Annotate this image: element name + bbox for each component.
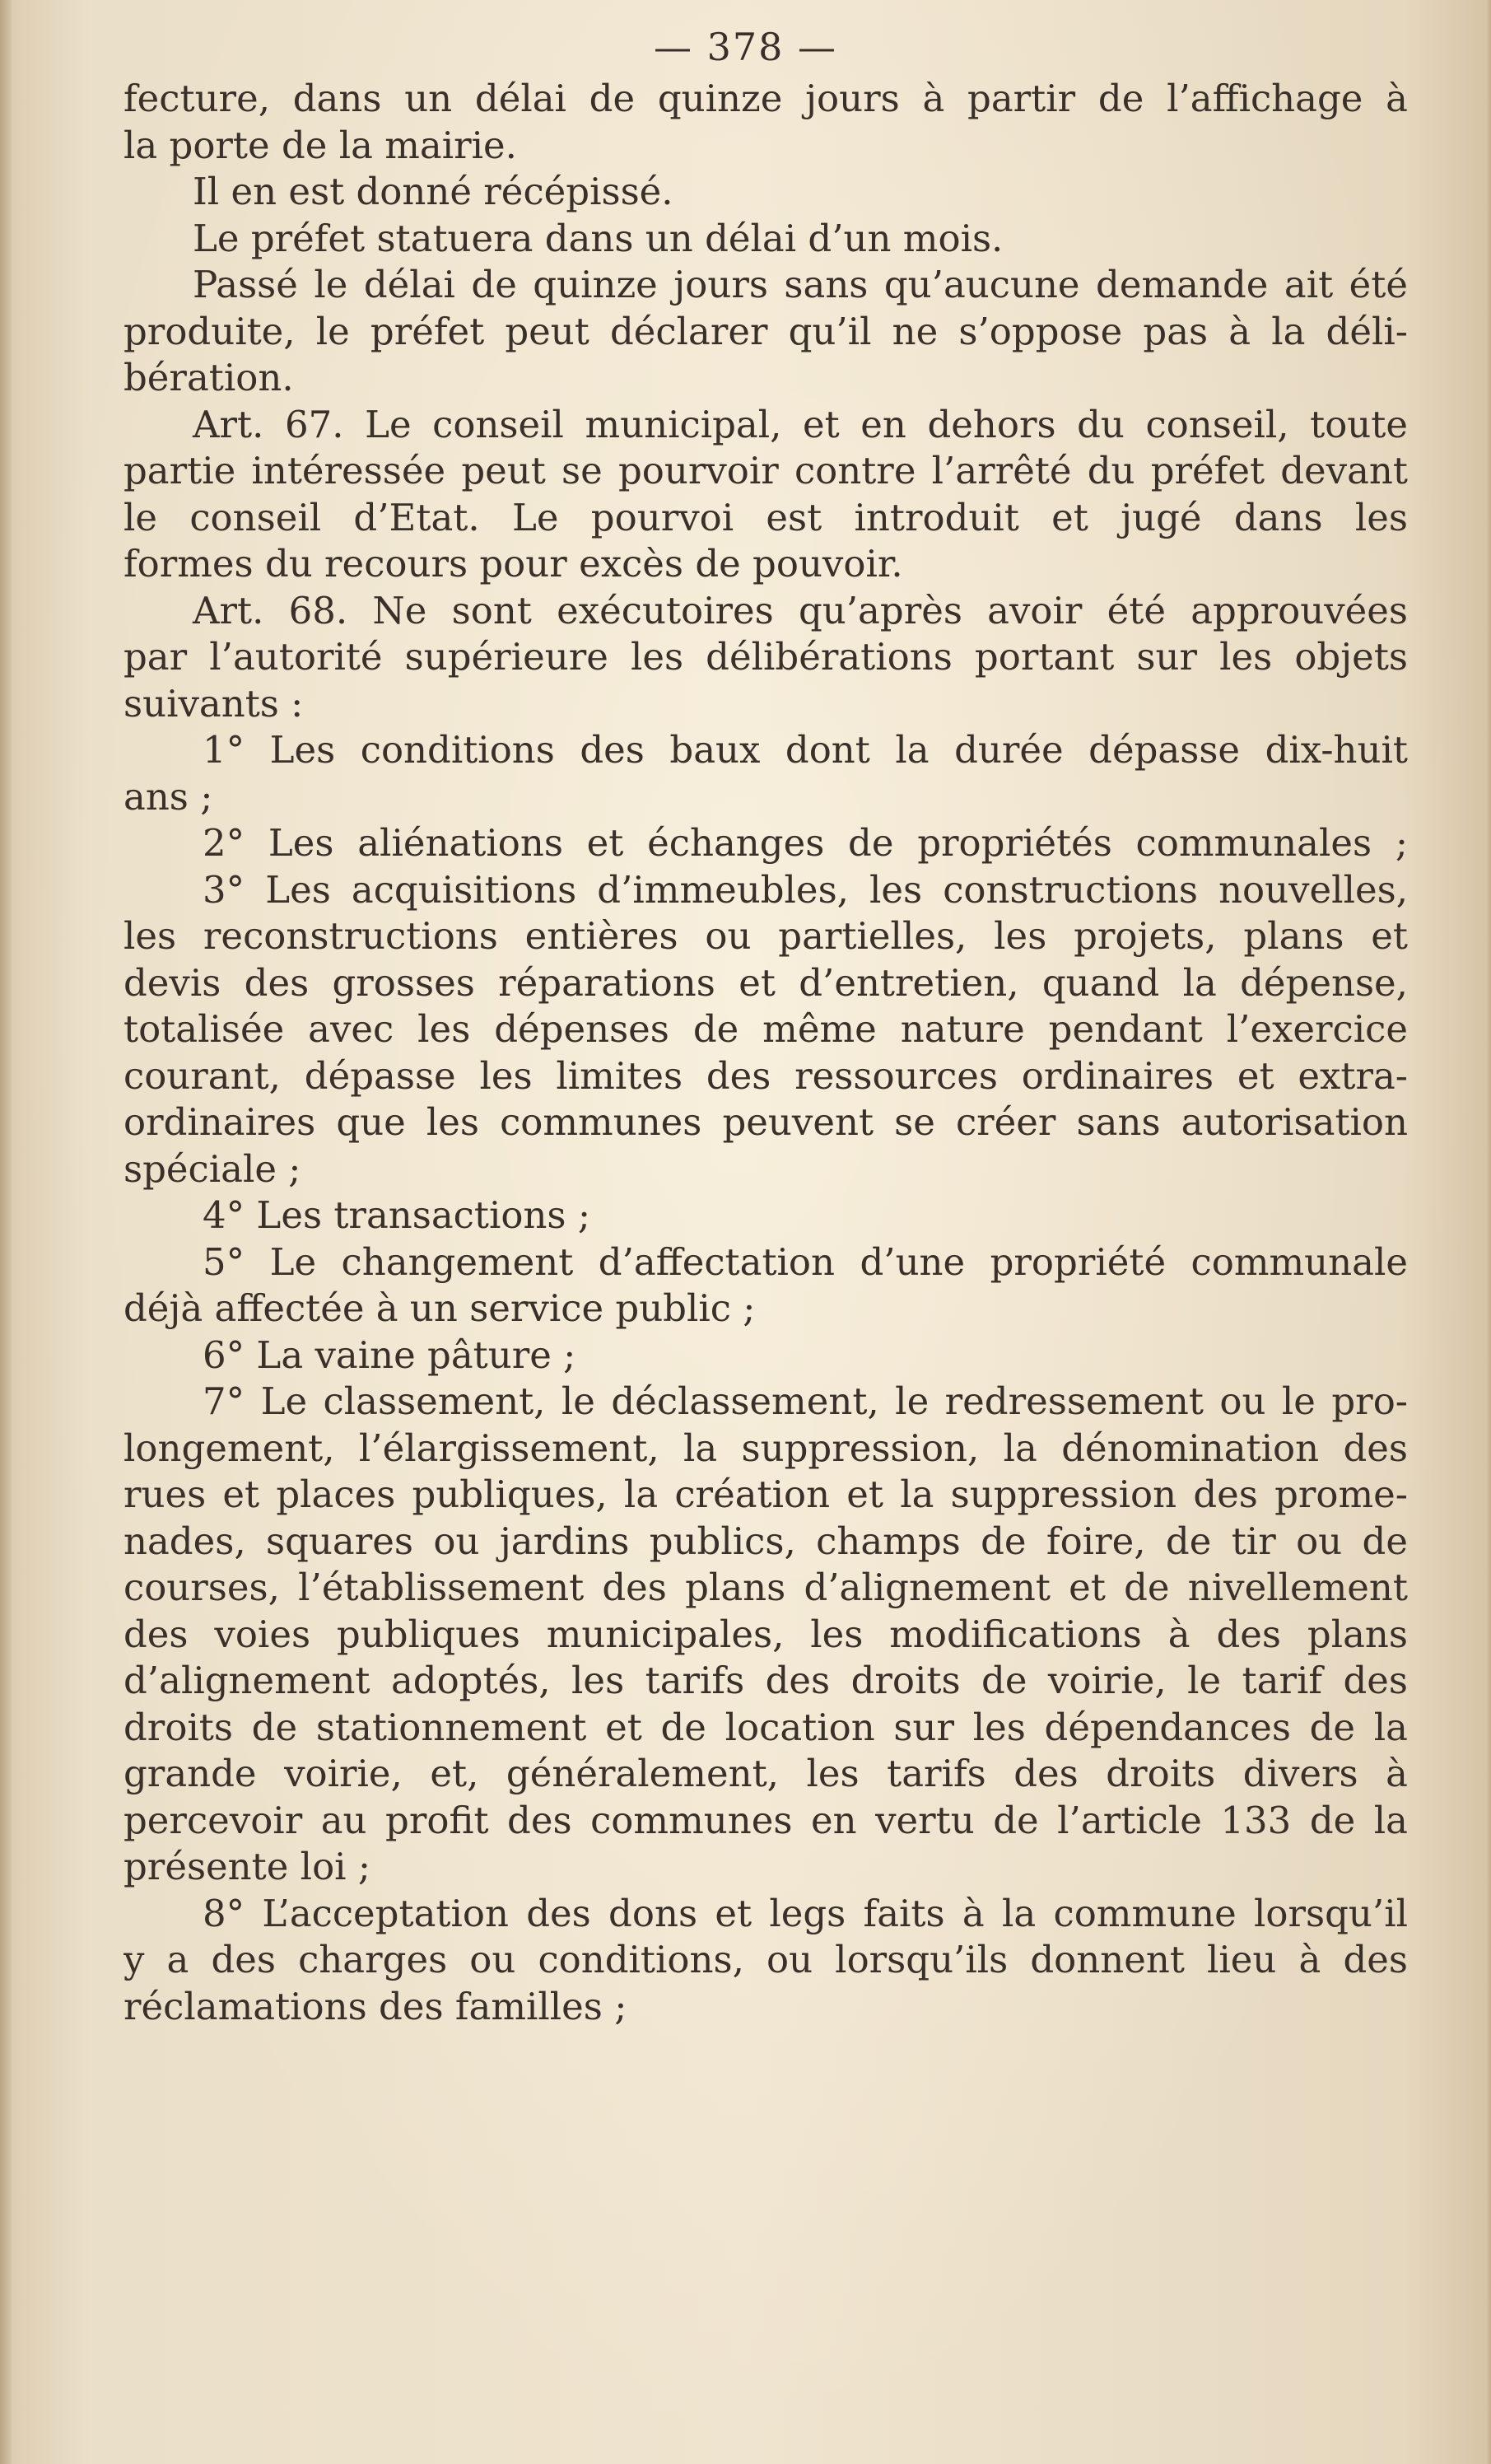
text-line: nades, squares ou jardins publics, champs de foire, de tir ou de (123, 1519, 1408, 1563)
text-line: suivants : (123, 681, 304, 726)
text-line: le conseil d’Etat. Le pourvoi est introduit et jugé dans les (123, 495, 1408, 539)
text-line: des voies publiques municipales, les modifications à des plans (123, 1612, 1408, 1656)
list-item-1: 1° Les conditions des baux dont la durée dépasse dix-huit (203, 728, 1408, 772)
text-line: totalisée avec les dépenses de même nature pendant l’exercice (123, 1007, 1408, 1051)
text-line: fecture, dans un délai de quinze jours à partir de l’affichage à (123, 77, 1408, 120)
text-line: les reconstructions entières ou partielles, les projets, plans et (123, 914, 1408, 958)
text-line: percevoir au profit des communes en vertu de l’article 133 de la (123, 1798, 1408, 1842)
list-item-7: 7° Le classement, le déclassement, le redressement ou le pro- (203, 1379, 1408, 1423)
text-line: produite, le préfet peut déclarer qu’il ne s’oppose pas à la déli- (123, 309, 1408, 353)
text-line: Le préfet statuera dans un délai d’un mois. (193, 216, 1004, 260)
text-line: courses, l’établissement des plans d’alignement et de nivellement (123, 1566, 1408, 1609)
text-line: présente loi ; (123, 1845, 371, 1888)
text-line: Passé le délai de quinze jours sans qu’aucune demande ait été (193, 263, 1408, 306)
article-67-heading-line: Art. 67. Le conseil municipal, et en dehors du conseil, toute (193, 402, 1408, 446)
text-line: courant, dépasse les limites des ressources ordinaires et extra- (123, 1053, 1408, 1098)
text-line: droits de stationnement et de location sur les dépendances de la (123, 1705, 1408, 1749)
text-line: Il en est donné récépissé. (193, 170, 673, 213)
text-line: ordinaires que les communes peuvent se créer sans autorisation (123, 1100, 1408, 1144)
text-line: partie intéressée peut se pourvoir contre l’arrêté du préfet devant (123, 449, 1408, 492)
text-line: d’alignement adoptés, les tarifs des droits de voirie, le tarif des (123, 1659, 1408, 1702)
text-line: la porte de la mairie. (123, 123, 517, 167)
text-line: y a des charges ou conditions, ou lorsqu’ils donnent lieu à des (123, 1938, 1408, 1981)
text-line: rues et places publiques, la création et la suppression des prome- (123, 1472, 1408, 1516)
text-line: ans ; (123, 774, 213, 819)
text-line: formes du recours pour excès de pouvoir. (123, 542, 903, 586)
text-line: devis des grosses réparations et d’entretien, quand la dépense, (123, 960, 1408, 1005)
list-item-5: 5° Le changement d’affectation d’une propriété communale (203, 1239, 1408, 1284)
list-item-2: 2° Les aliénations et échanges de propriétés communales ; (203, 821, 1408, 865)
list-item-6: 6° La vaine pâture ; (203, 1332, 576, 1377)
list-item-4: 4° Les transactions ; (203, 1193, 590, 1237)
page-binding-edge (0, 0, 12, 2464)
text-line: spéciale ; (123, 1146, 301, 1191)
text-line: par l’autorité supérieure les délibérations portant sur les objets (123, 635, 1408, 679)
text-line: longement, l’élargissement, la suppression, la dénomination des (123, 1426, 1408, 1470)
article-68-heading-line: Art. 68. Ne sont exécutoires qu’après avoir été approuvées (193, 588, 1408, 632)
body-text (123, 76, 1408, 2030)
page-right-edge (1486, 0, 1491, 2464)
list-item-3: 3° Les acquisitions d’immeubles, les constructions nouvelles, (203, 867, 1408, 912)
page-number-header: — 378 — (653, 25, 838, 69)
text-line: grande voirie, et, généralement, les tarifs des droits divers à (123, 1752, 1408, 1795)
list-item-8: 8° L’acceptation des dons et legs faits à la commune lorsqu’il (203, 1891, 1408, 1935)
text-line: bération. (123, 356, 294, 399)
text-line: réclamations des familles ; (123, 1984, 627, 2028)
text-line: déjà affectée à un service public ; (123, 1286, 756, 1330)
